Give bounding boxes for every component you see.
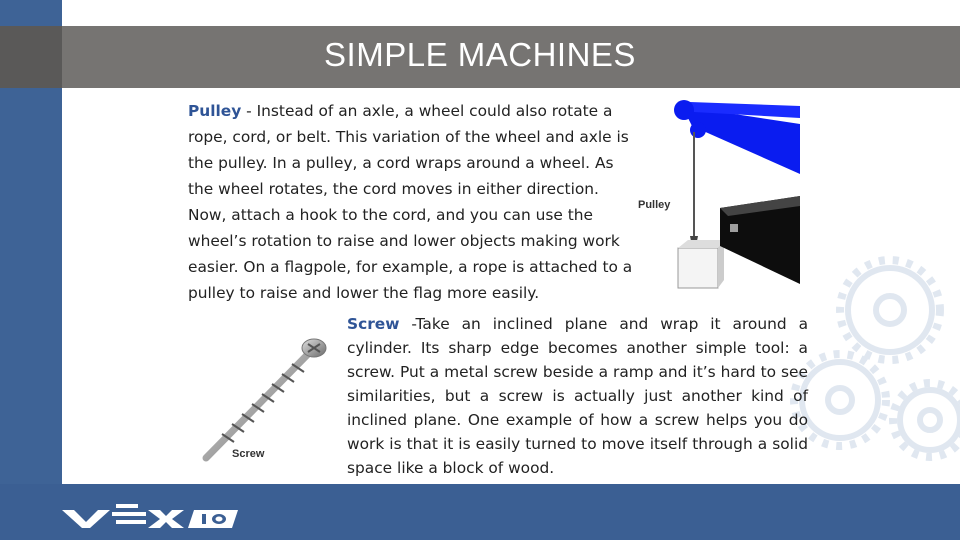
pulley-image-label: Pulley bbox=[638, 199, 671, 211]
screw-text: -Take an inclined plane and wrap it around a cylinder. Its sharp edge becomes another simple tool: a screw. Put a metal screw beside a ramp and it’s hard to see similarities, but a screw is actually just another kind of inclined plane. One example of how a screw helps you do work is that it is easily turned to move itself through a solid space like a block of wood. bbox=[347, 315, 808, 477]
pulley-image bbox=[632, 96, 800, 296]
title-bar bbox=[0, 26, 960, 88]
pulley-keyword: Pulley bbox=[188, 102, 242, 120]
screw-keyword: Screw bbox=[347, 315, 400, 333]
pulley-paragraph bbox=[188, 98, 636, 306]
screw-paragraph bbox=[347, 312, 808, 480]
pulley-text: - Instead of an axle, a wheel could also rotate a rope, cord, or belt. This variation of the wheel and axle is the pulley. In a pulley, a cord wraps around a wheel. As the wheel rotates, the cord moves in either direction. Now, attach a hook to the cord, and you can use the wheel’s rotation to raise and lower objects making work easier. On a flagpole, for example, a rope is attached to a pulley to raise and lower the flag more easily. bbox=[188, 102, 633, 302]
vex-iq-logo bbox=[62, 498, 252, 530]
screw-image-label: Screw bbox=[232, 448, 265, 460]
page-title: SIMPLE MACHINES bbox=[324, 36, 636, 73]
screw-image bbox=[196, 330, 336, 470]
